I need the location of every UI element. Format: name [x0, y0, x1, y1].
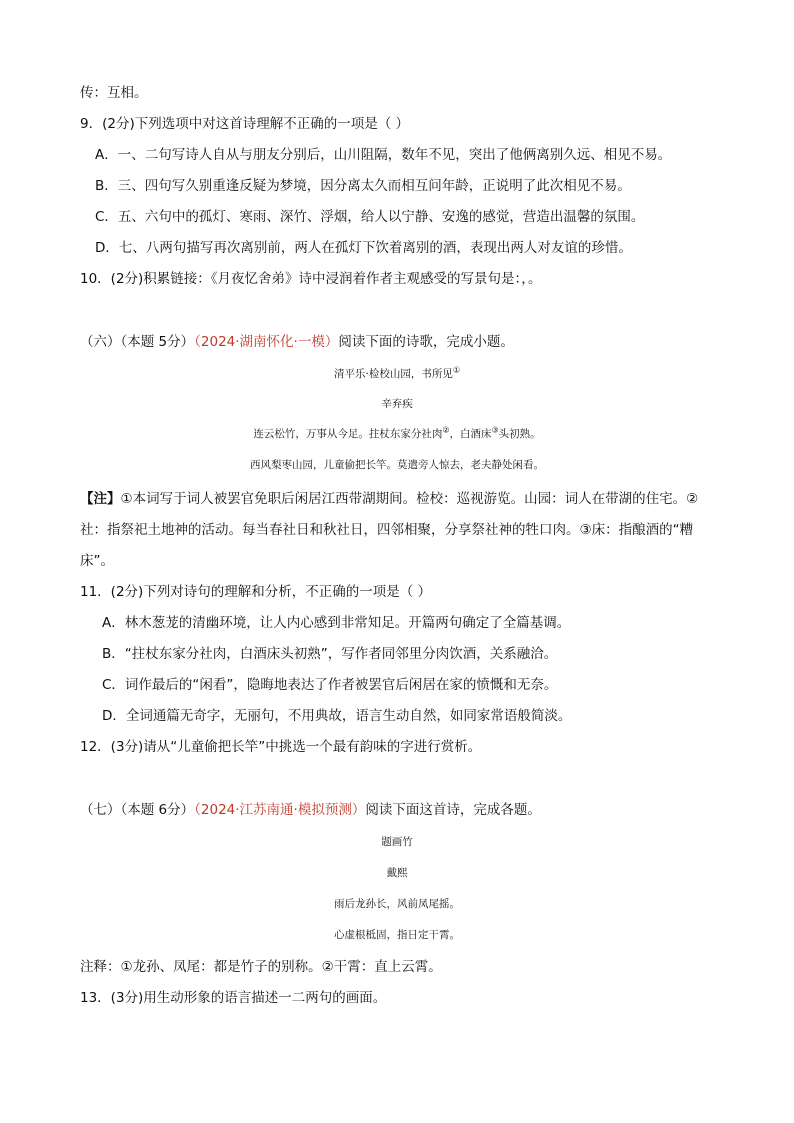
- poem-7-line-1: 雨后龙孙长，风前凤尾摇。: [334, 898, 460, 910]
- question-12: 12．(3分)请从“儿童偷把长竿”中挑选一个最有韵味的字进行赏析。: [80, 739, 482, 755]
- poem-6-author: 辛弃疾: [381, 398, 413, 410]
- question-13: 13．(3分)用生动形象的语言描述一二两句的画面。: [80, 990, 387, 1006]
- poem-6-line-1-part-c: 头初熟。: [498, 428, 541, 440]
- question-11-option-c[interactable]: C．词作最后的“闲看”，隐晦地表达了作者被罢官后闲居在家的愤慨和无奈。: [102, 677, 558, 693]
- question-11-option-d[interactable]: D．全词通篇无奇字，无丽句，不用典故，语言生动自然，如同家常语般简淡。: [102, 708, 572, 724]
- poem-6-line-1-part-b: ，白酒床: [449, 428, 492, 440]
- note-6-label: 【注】: [80, 491, 121, 507]
- question-9-option-d[interactable]: D．七、八两句描写再次离别前，两人在孤灯下饮着离别的酒，表现出两人对友谊的珍惜。: [95, 240, 632, 256]
- question-11-option-b[interactable]: B．“拄杖东家分社肉，白酒床头初熟”，写作者同邻里分肉饮酒，关系融洽。: [102, 646, 558, 662]
- poem-6-title: [0, 366, 794, 382]
- poem-6-line-1-part-a: 连云松竹，万事从今足。拄杖东家分社肉: [253, 428, 443, 440]
- section-6-heading-suffix: 阅读下面的诗歌，完成小题。: [338, 334, 514, 350]
- question-9-option-a[interactable]: A．一、二句写诗人自从与朋友分别后，山川阻隔，数年不见，突出了他俩离别久远、相见不易。: [95, 147, 672, 163]
- gloss-tail: 传：互相。: [80, 85, 148, 101]
- poem-6-line-1: [0, 426, 794, 442]
- question-10: 10．(2分)积累链接：《月夜忆舍弟》诗中浸润着作者主观感受的写景句是：，。: [80, 271, 542, 287]
- section-6-heading: [80, 332, 514, 352]
- section-7-heading-prefix: （七）（本题 6分）: [80, 802, 195, 818]
- poem-6-title-mark: ①: [452, 365, 460, 375]
- question-11-option-a[interactable]: A．林木葱茏的清幽环境，让人内心感到非常知足。开篇两句确定了全篇基调。: [102, 615, 571, 631]
- section-7-heading-suffix: 阅读下面这首诗，完成各题。: [365, 802, 541, 818]
- poem-6-title-text: 清平乐·检校山园，书所见: [333, 368, 453, 380]
- section-6-heading-prefix: （六）（本题 5分）: [80, 334, 195, 350]
- poem-6-mark-3: ③: [491, 425, 499, 435]
- poem-7-author: 戴熙: [386, 867, 408, 879]
- question-11-stem: 11．(2分)下列对诗句的理解和分析，不正确的一项是（ ）: [80, 584, 432, 600]
- note-6-text-1: ①本词写于词人被罢官免职后闲居江西带湖期间。检校：巡视游览。山园：词人在带湖的住宅。②: [120, 491, 699, 507]
- section-7-heading: [80, 800, 541, 820]
- poem-7-line-2: 心虚根柢固，指日定干霄。: [334, 929, 460, 941]
- section-7-source: （2024·江苏南通·模拟预测）: [194, 802, 366, 818]
- question-9-option-b[interactable]: B．三、四句写久别重逢反疑为梦境，因分离太久而相互问年龄，正说明了此次相见不易。: [95, 178, 631, 194]
- poem-6-line-2: 西风梨枣山园，儿童偷把长竿。莫遣旁人惊去，老夫静处闲看。: [250, 459, 544, 471]
- question-9-option-c[interactable]: C．五、六句中的孤灯、寒雨、深竹、浮烟，给人以宁静、安逸的感觉，营造出温馨的氛围。: [95, 209, 645, 225]
- poem-6-mark-2: ②: [442, 425, 450, 435]
- poem-7-title: 题画竹: [381, 836, 413, 848]
- question-9-stem: 9．(2分)下列选项中对这首诗理解不正确的一项是（ ）: [80, 116, 410, 132]
- note-6-line-1: [80, 489, 698, 509]
- note-6-line-3: 床”。: [80, 553, 114, 569]
- note-7: 注释：①龙孙、凤尾：都是竹子的别称。②干霄：直上云霄。: [80, 959, 442, 975]
- note-6-line-2: 社：指祭祀土地神的活动。每当春社日和秋社日，四邻相聚，分享祭社神的牲口肉。③床：指酿酒的“糟: [80, 522, 694, 538]
- section-6-source: （2024·湖南怀化·一模）: [194, 334, 339, 350]
